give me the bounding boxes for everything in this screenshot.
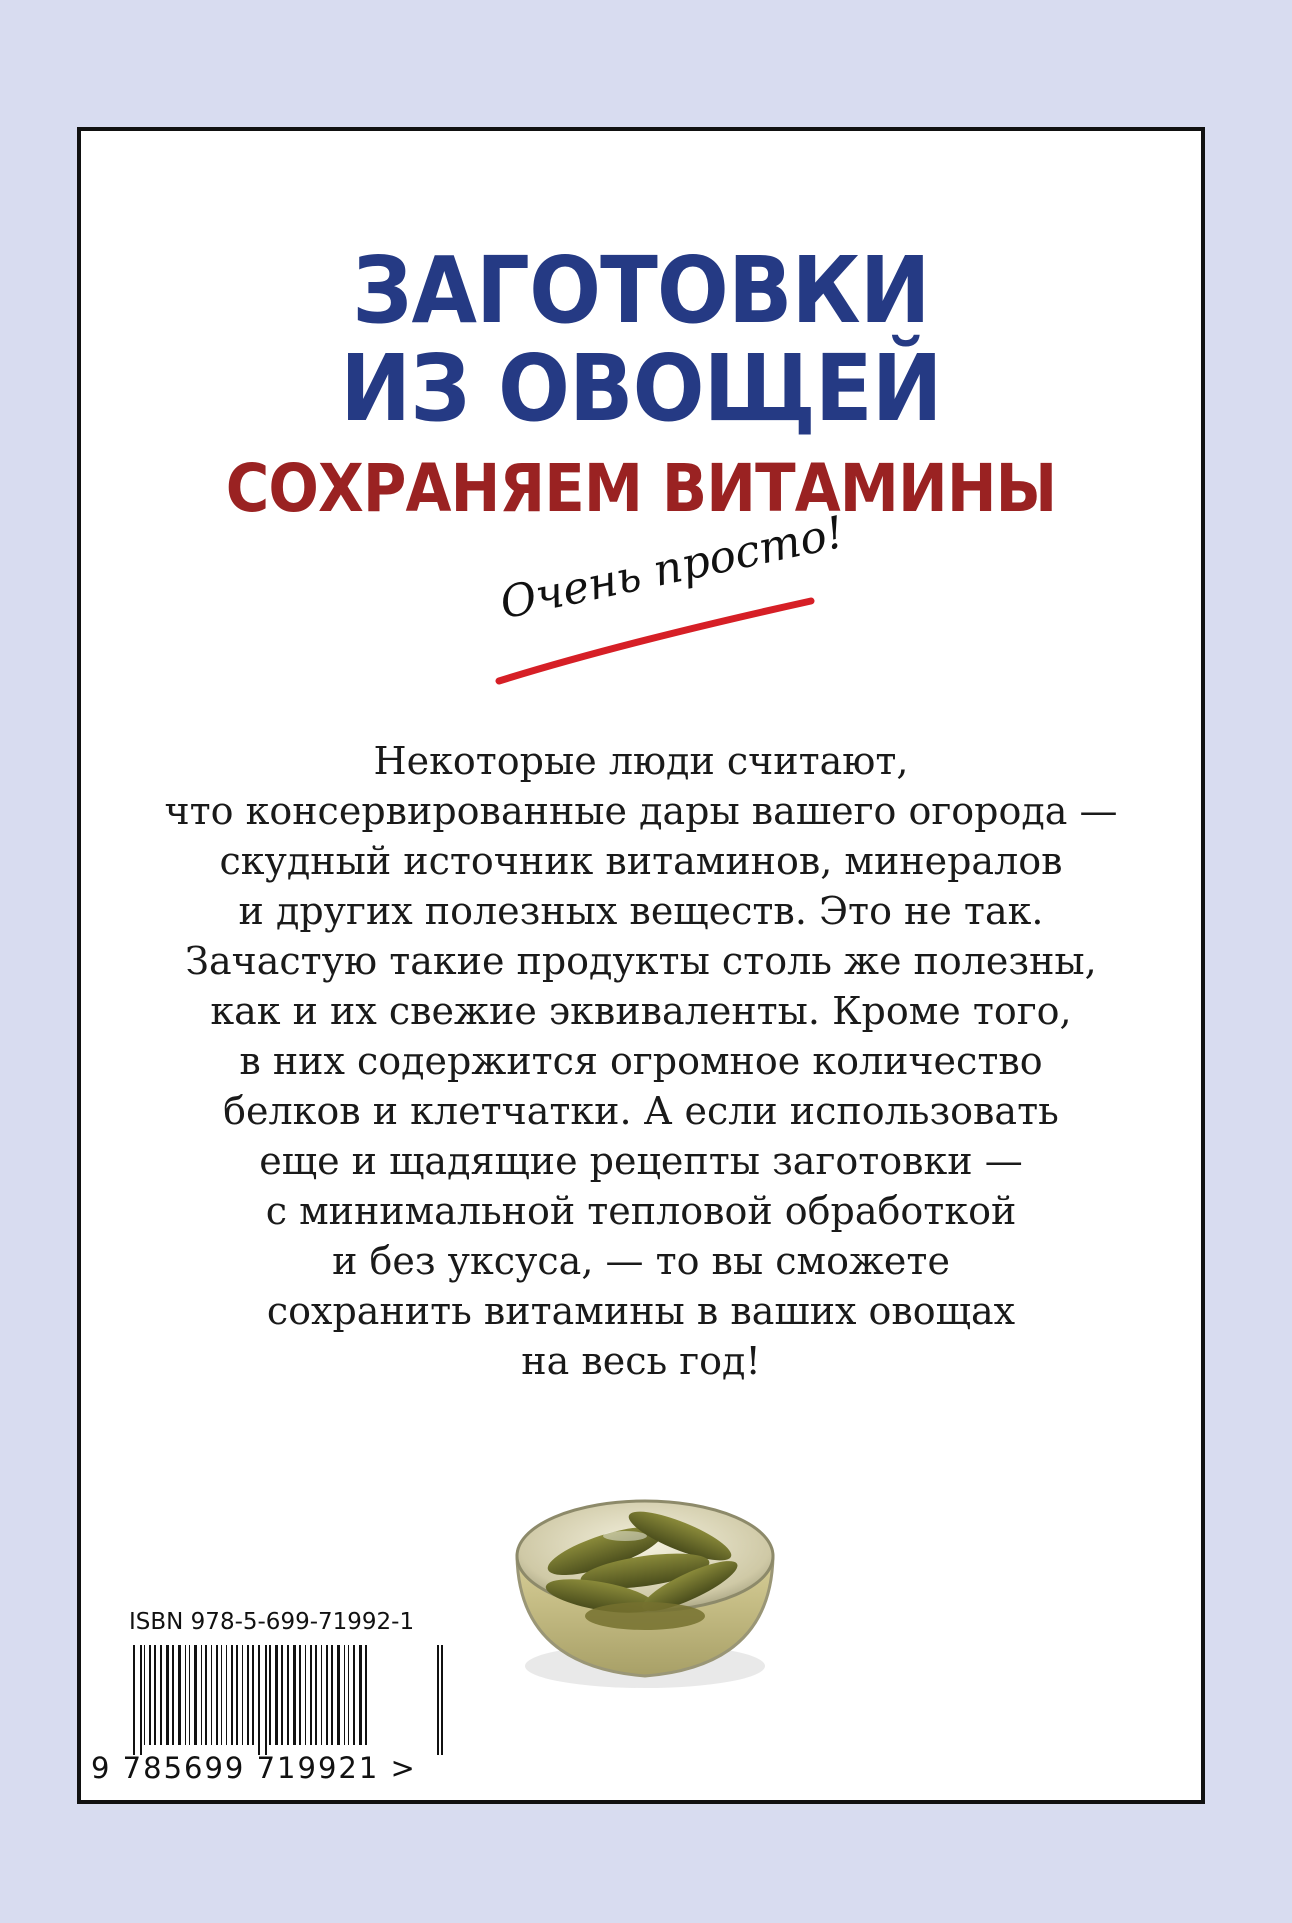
title-line-2: ИЗ ОВОЩЕЙ	[340, 335, 942, 442]
blurb-text	[141, 736, 1141, 1386]
title-line-1: ЗАГОТОВКИ	[352, 237, 930, 344]
series-stamp-text: Очень просто!	[495, 506, 849, 630]
blurb-line: еще и щадящие рецепты заготовки —	[259, 1139, 1023, 1183]
blurb-line: что консервированные дары вашего огорода —	[164, 789, 1118, 833]
barcode-digits: 9 785699 719921 >	[91, 1751, 417, 1785]
isbn-number: ISBN 978-5-699-71992-1	[129, 1609, 415, 1635]
barcode-icon	[129, 1645, 447, 1755]
subtitle: СОХРАНЯЕМ ВИТАМИНЫ	[225, 450, 1057, 527]
blurb-line: белков и клетчатки. А если использовать	[223, 1089, 1059, 1133]
blurb-line: скудный источник витаминов, минералов	[219, 839, 1063, 883]
blurb-line: Зачастую такие продукты столь же полезны,	[185, 939, 1097, 983]
blurb-line: Некоторые люди считают,	[373, 739, 909, 783]
back-cover	[77, 127, 1205, 1804]
blurb-line: на весь год!	[521, 1339, 761, 1383]
pickles-bowl-image	[505, 1466, 785, 1706]
series-stamp	[481, 506, 881, 711]
blurb-line: в них содержится огромное количество	[239, 1039, 1043, 1083]
blurb-line: и без уксуса, — то вы сможете	[332, 1239, 950, 1283]
blurb-line: с минимальной тепловой обработкой	[265, 1189, 1017, 1233]
blurb-line: как и их свежие эквиваленты. Кроме того,	[210, 989, 1072, 1033]
blurb-line: сохранить витамины в ваших овощах	[266, 1289, 1016, 1333]
blurb-line: и других полезных веществ. Это не так.	[238, 889, 1044, 933]
